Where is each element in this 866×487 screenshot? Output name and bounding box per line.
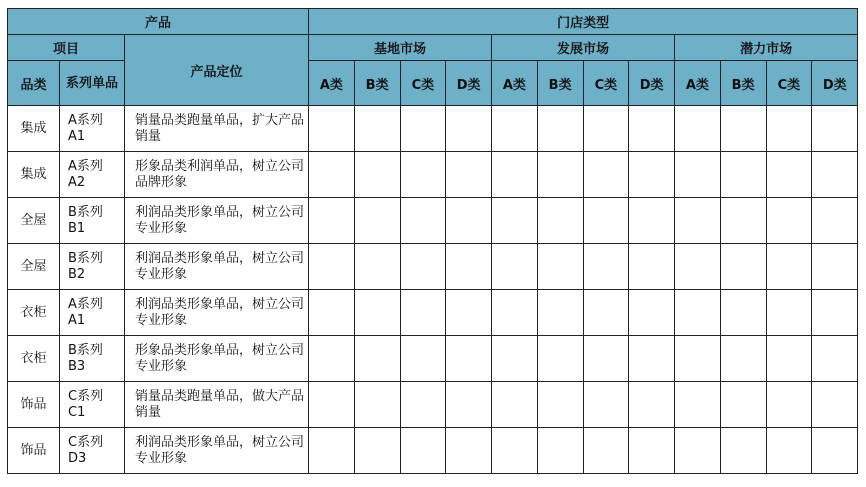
category-cell: 饰品 (8, 428, 60, 474)
store-class-cell (720, 382, 766, 428)
store-class-cell (766, 428, 812, 474)
header-class-c: C类 (766, 61, 812, 106)
series-cell (60, 198, 125, 244)
table-row (8, 198, 858, 244)
store-class-cell (446, 290, 492, 336)
store-class-cell (675, 152, 721, 198)
header-class-a: A类 (492, 61, 538, 106)
series-name: A系列 (68, 296, 103, 312)
positioning-cell: 形象品类利润单品，树立公司品牌形象 (125, 152, 309, 198)
category-cell: 衣柜 (8, 290, 60, 336)
header-class-b: B类 (537, 61, 583, 106)
store-class-cell (354, 106, 400, 152)
store-class-cell (766, 198, 812, 244)
store-class-cell (675, 382, 721, 428)
store-class-cell (766, 290, 812, 336)
store-class-cell (400, 106, 446, 152)
header-positioning: 产品定位 (125, 35, 309, 106)
store-class-cell (537, 428, 583, 474)
store-class-cell (400, 244, 446, 290)
store-class-cell (766, 244, 812, 290)
store-class-cell (812, 198, 858, 244)
table-row (8, 152, 858, 198)
store-class-cell (309, 198, 355, 244)
series-name: C系列 (68, 434, 104, 450)
header-product: 产品 (8, 9, 309, 35)
store-class-cell (812, 382, 858, 428)
header-class-d: D类 (629, 61, 675, 106)
store-class-cell (446, 152, 492, 198)
store-class-cell (492, 244, 538, 290)
series-code: A1 (68, 312, 86, 328)
series-cell (60, 428, 125, 474)
store-class-cell (675, 244, 721, 290)
store-class-cell (309, 428, 355, 474)
series-code: A1 (68, 128, 86, 144)
series-name: C系列 (68, 388, 104, 404)
series-cell (60, 106, 125, 152)
store-class-cell (766, 152, 812, 198)
store-class-cell (446, 198, 492, 244)
positioning-cell: 利润品类形象单品，树立公司专业形象 (125, 198, 309, 244)
store-class-cell (492, 290, 538, 336)
header-series-item: 系列单品 (60, 61, 125, 106)
series-cell (60, 382, 125, 428)
table-row (8, 336, 858, 382)
category-cell: 集成 (8, 152, 60, 198)
header-class-d: D类 (446, 61, 492, 106)
store-class-cell (446, 336, 492, 382)
store-class-cell (492, 152, 538, 198)
store-class-cell (309, 290, 355, 336)
store-class-cell (812, 152, 858, 198)
store-class-cell (446, 244, 492, 290)
store-class-cell (720, 244, 766, 290)
store-class-cell (537, 336, 583, 382)
table-row (8, 106, 858, 152)
store-class-cell (400, 336, 446, 382)
series-cell (60, 336, 125, 382)
store-class-cell (354, 152, 400, 198)
store-class-cell (309, 336, 355, 382)
store-class-cell (354, 336, 400, 382)
series-code: A2 (68, 174, 86, 190)
store-class-cell (766, 336, 812, 382)
store-class-cell (629, 198, 675, 244)
store-class-cell (309, 382, 355, 428)
store-class-cell (675, 106, 721, 152)
store-class-cell (629, 336, 675, 382)
store-class-cell (812, 244, 858, 290)
store-class-cell (812, 336, 858, 382)
store-class-cell (492, 382, 538, 428)
positioning-cell: 利润品类形象单品，树立公司专业形象 (125, 244, 309, 290)
series-name: A系列 (68, 112, 103, 128)
header-category: 品类 (8, 61, 60, 106)
store-class-cell (537, 290, 583, 336)
category-cell: 全屋 (8, 198, 60, 244)
store-class-cell (354, 244, 400, 290)
store-class-cell (583, 428, 629, 474)
category-cell: 饰品 (8, 382, 60, 428)
store-class-cell (629, 152, 675, 198)
store-class-cell (537, 244, 583, 290)
positioning-cell: 销量品类跑量单品，做大产品销量 (125, 382, 309, 428)
store-class-cell (583, 152, 629, 198)
header-class-c: C类 (400, 61, 446, 106)
store-class-cell (537, 152, 583, 198)
series-code: C1 (68, 404, 86, 420)
table-row (8, 382, 858, 428)
store-class-cell (720, 428, 766, 474)
store-class-cell (354, 382, 400, 428)
table-row (8, 244, 858, 290)
header-market-base: 基地市场 (309, 35, 492, 61)
series-code: D3 (68, 450, 87, 466)
category-cell: 衣柜 (8, 336, 60, 382)
table-row (8, 428, 858, 474)
store-class-cell (400, 198, 446, 244)
store-class-cell (492, 198, 538, 244)
store-class-cell (400, 428, 446, 474)
store-class-cell (629, 290, 675, 336)
header-class-a: A类 (675, 61, 721, 106)
header-class-c: C类 (583, 61, 629, 106)
series-name: B系列 (68, 204, 103, 220)
store-class-cell (400, 382, 446, 428)
series-cell (60, 152, 125, 198)
series-name: B系列 (68, 250, 103, 266)
positioning-cell: 形象品类形象单品，树立公司专业形象 (125, 336, 309, 382)
store-class-cell (446, 382, 492, 428)
store-class-cell (400, 152, 446, 198)
store-class-cell (629, 428, 675, 474)
store-class-cell (766, 382, 812, 428)
store-class-cell (583, 382, 629, 428)
store-class-cell (675, 428, 721, 474)
series-code: B1 (68, 220, 86, 236)
store-class-cell (537, 382, 583, 428)
series-name: A系列 (68, 158, 103, 174)
store-class-cell (309, 244, 355, 290)
store-class-cell (583, 106, 629, 152)
series-code: B3 (68, 358, 86, 374)
store-class-cell (675, 336, 721, 382)
store-class-cell (492, 106, 538, 152)
header-market-development: 发展市场 (492, 35, 675, 61)
store-class-cell (720, 106, 766, 152)
store-class-cell (492, 428, 538, 474)
category-cell: 全屋 (8, 244, 60, 290)
store-class-cell (812, 290, 858, 336)
store-class-cell (766, 106, 812, 152)
store-class-cell (354, 428, 400, 474)
store-class-cell (583, 290, 629, 336)
store-class-cell (583, 244, 629, 290)
store-class-cell (354, 198, 400, 244)
store-class-cell (812, 428, 858, 474)
store-class-cell (537, 106, 583, 152)
series-name: B系列 (68, 342, 103, 358)
header-store-type: 门店类型 (309, 9, 858, 35)
series-code: B2 (68, 266, 86, 282)
store-class-cell (583, 336, 629, 382)
series-cell (60, 290, 125, 336)
series-cell (60, 244, 125, 290)
store-class-cell (675, 198, 721, 244)
store-class-cell (629, 382, 675, 428)
store-class-cell (629, 106, 675, 152)
store-class-cell (446, 428, 492, 474)
category-cell: 集成 (8, 106, 60, 152)
store-class-cell (400, 290, 446, 336)
table-row (8, 290, 858, 336)
store-class-cell (309, 106, 355, 152)
header-project: 项目 (8, 35, 125, 61)
positioning-cell: 利润品类形象单品，树立公司专业形象 (125, 428, 309, 474)
store-class-cell (675, 290, 721, 336)
header-market-potential: 潜力市场 (675, 35, 858, 61)
store-class-cell (720, 198, 766, 244)
store-class-cell (720, 336, 766, 382)
header-class-a: A类 (309, 61, 355, 106)
store-class-cell (446, 106, 492, 152)
store-class-cell (720, 152, 766, 198)
store-class-cell (537, 198, 583, 244)
store-class-cell (720, 290, 766, 336)
positioning-cell: 销量品类跑量单品，扩大产品销量 (125, 106, 309, 152)
header-class-b: B类 (720, 61, 766, 106)
header-class-d: D类 (812, 61, 858, 106)
store-class-cell (812, 106, 858, 152)
positioning-cell: 利润品类形象单品，树立公司专业形象 (125, 290, 309, 336)
store-class-cell (583, 198, 629, 244)
store-class-cell (354, 290, 400, 336)
header-class-b: B类 (354, 61, 400, 106)
store-class-cell (492, 336, 538, 382)
store-class-cell (309, 152, 355, 198)
product-store-matrix-table (7, 8, 858, 474)
store-class-cell (629, 244, 675, 290)
